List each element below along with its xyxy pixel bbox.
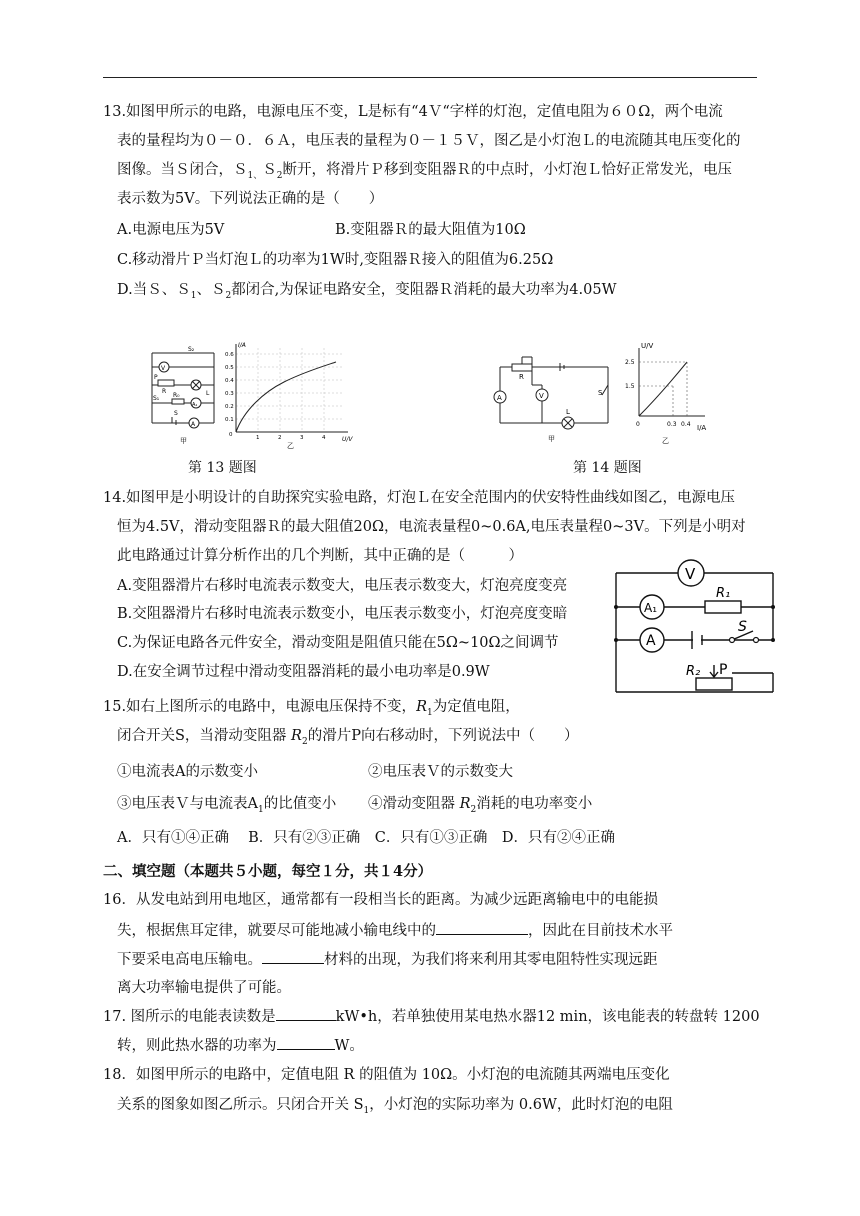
q13-option-a: A.电源电压为5V [117, 222, 225, 238]
fig14-xtick: 0.3 [667, 421, 677, 428]
fig15-label-r2: R₂ [686, 664, 701, 679]
q15-line-1: 15.如右上图所示的电路中，电源电压保持不变，$R_1$为定值电阻， [103, 699, 520, 718]
q14-option-d: D.在安全调节过程中滑动变阻器消耗的最小电功率是0.9W [117, 664, 490, 680]
fig13-ytick: 0 [229, 432, 233, 438]
q13-option-b: B.变阻器Ｒ的最大阻值为10Ω [335, 222, 526, 238]
fig14-xtick: 0 [636, 421, 640, 428]
fig14-xlabel: I/A [697, 424, 707, 432]
fig14-ytick: 1.5 [625, 383, 635, 390]
fig13-label-l: L [206, 390, 210, 397]
q17-blank-1[interactable] [276, 1006, 336, 1021]
fig14-label-l: L [566, 408, 570, 416]
fig15-label-a: A [646, 633, 656, 649]
fig13-xtick: 2 [278, 435, 282, 441]
fig15-label-p: P [719, 662, 728, 678]
q13-line-1: 13.如图甲所示的电路，电源电压不变，L是标有“4Ｖ“字样的灯泡，定值电阻为６０Ω，两个电流 [103, 104, 723, 120]
fig13-ytick: 0.3 [225, 391, 234, 397]
q16-line-2: 失，根据焦耳定律，就要尽可能地减小输电线中的 ，因此在目前技术水平 [117, 920, 673, 941]
fig13-ytick: 0.4 [225, 378, 234, 384]
fig13-label-a1: A₁ [192, 402, 198, 408]
fig14-ylabel: U/V [641, 342, 654, 350]
fig13-ytick: 0.6 [225, 352, 234, 358]
fig13-graph [224, 340, 364, 450]
fig13-xlabel: U/V [342, 436, 353, 443]
fig13-caption: 第 13 题图 [188, 460, 257, 476]
fig13-xtick: 1 [256, 435, 260, 441]
q15-statement-4: ④滑动变阻器 $R_2$消耗的电功率变小 [368, 796, 593, 815]
q14-line-2: 恒为4.5V，滑动变阻器Ｒ的最大阻值20Ω，电流表量程0~0.6A,电压表量程0~3V。下列是小明对 [117, 519, 746, 535]
q17-line-2: 转，则此热水器的功率为 W。 [117, 1035, 364, 1056]
q14-option-c: C.为保证电路各元件安全，滑动变阻是阻值只能在5Ω~10Ω之间调节 [117, 635, 559, 651]
fig15-label-s: S [738, 619, 747, 635]
q15-statement-2: ②电压表Ｖ的示数变大 [368, 764, 513, 780]
fig14-label-v: V [539, 392, 544, 400]
fig13-graph-caption: 乙 [287, 442, 294, 450]
fig14-label-s: S [598, 389, 603, 397]
fig13-label-a: A [191, 421, 196, 428]
fig14-ytick: 2.5 [625, 359, 635, 366]
fig14-circuit-caption: 甲 [548, 435, 555, 443]
q16-blank-2[interactable] [262, 949, 324, 964]
fig13-label-s1: S₁ [153, 395, 160, 402]
fig13-ytick: 0.5 [225, 365, 234, 371]
fig14-circuit [490, 355, 615, 450]
fig15-label-v: V [685, 565, 696, 583]
q13-line-4: 表示数为5V。下列说法正确的是（ ） [117, 191, 384, 207]
q13-line-2: 表的量程均为０－０．６Ａ，电压表的量程为０－１５Ｖ，图乙是小灯泡Ｌ的电流随其电压变化的 [117, 133, 741, 149]
fig15-label-a1: A₁ [644, 601, 658, 615]
q14-option-b: B.交阻器滑片右移时电流表示数变小，电压表示数变小，灯泡亮度变暗 [117, 606, 568, 622]
fig13-xtick: 3 [300, 435, 304, 441]
q16-line-4: 离大功率输电提供了可能。 [117, 980, 291, 996]
q16-blank-1[interactable] [436, 920, 528, 935]
fig14-graph-caption: 乙 [662, 437, 669, 445]
fig13-circuit [144, 345, 224, 450]
q14-line-1: 14.如图甲是小明设计的自助探究实验电路，灯泡Ｌ在安全范围内的伏安特性曲线如图乙，电源电压 [103, 490, 736, 506]
q15-statement-1: ①电流表A的示数变小 [117, 764, 258, 780]
fig14-label-a: A [497, 394, 502, 402]
fig13-ylabel: I/A [238, 342, 246, 349]
fig13-label-v: V [161, 365, 166, 372]
q13-option-d: D.当Ｓ、Ｓ$_1$、Ｓ$_2$都闭合,为保证电路安全，变阻器Ｒ消耗的最大功率为4.05W [117, 282, 617, 301]
fig13-label-r0: R₀ [173, 392, 180, 399]
section-2-title: 二、填空题（本题共５小题，每空１分，共１4分） [103, 863, 433, 880]
fig13-label-p: P [154, 374, 158, 381]
header-rule [103, 77, 757, 78]
q15-options: A．只有①④正确 B．只有②③正确 C．只有①③正确 D．只有②④正确 [117, 830, 615, 846]
q18-line-2: 关系的图象如图乙所示。只闭合开关 $S_1$，小灯泡的实际功率为 0.6W，此时灯泡的电阻 [117, 1097, 673, 1116]
fig13-circuit-caption: 甲 [180, 437, 187, 445]
fig13-xtick: 4 [322, 435, 326, 441]
q16-line-3: 下要采电高电压输电。 材料的出现，为我们将来利用其零电阻特性实现远距 [117, 949, 658, 970]
q17-blank-2[interactable] [277, 1035, 335, 1050]
fig14-caption: 第 14 题图 [573, 460, 642, 476]
fig13-label-s2: S₂ [188, 346, 195, 353]
fig13-label-r: R [162, 388, 167, 395]
q15-statement-3: ③电压表Ｖ与电流表$A_1$的比值变小 [117, 796, 337, 815]
q17-line-1: 17. 图所示的电能表读数是 kW•h，若单独使用某电热水器12 min，该电能表的转盘转 1200 [103, 1006, 760, 1027]
q15-line-2: 闭合开关S，当滑动变阻器 $R_2$的滑片P向右移动时，下列说法中（ ） [117, 728, 579, 747]
q13-line-3: 图像。当Ｓ闭合，Ｓ$_{1、}$Ｓ$_2$断开，将滑片Ｐ移到变阻器Ｒ的中点时，小灯泡Ｌ恰好正常发光，电压 [117, 162, 732, 181]
q14-option-a: A.变阻器滑片右移时电流表示数变大，电压表示数变大，灯泡亮度变亮 [117, 578, 568, 594]
q18-line-1: 18．如图甲所示的电路中，定值电阻 R 的阻值为 10Ω。小灯泡的电流随其两端电压变化 [103, 1067, 670, 1083]
q13-option-c: C.移动滑片Ｐ当灯泡Ｌ的功率为1W时,变阻器Ｒ接入的阻值为6.25Ω [117, 252, 554, 268]
fig15-circuit [610, 555, 785, 697]
q16-line-1: 16．从发电站到用电地区，通常都有一段相当长的距离。为减少远距离输电中的电能损 [103, 892, 658, 908]
q14-line-3: 此电路通过计算分析作出的几个判断，其中正确的是（ ） [117, 548, 523, 564]
fig14-graph [625, 340, 720, 452]
fig14-xtick: 0.4 [681, 421, 691, 428]
fig13-ytick: 0.1 [225, 417, 234, 423]
fig13-label-s: S [174, 410, 178, 417]
fig13-ytick: 0.2 [225, 404, 234, 410]
fig15-label-r1: R₁ [716, 586, 731, 601]
fig14-label-r: R [519, 373, 524, 381]
